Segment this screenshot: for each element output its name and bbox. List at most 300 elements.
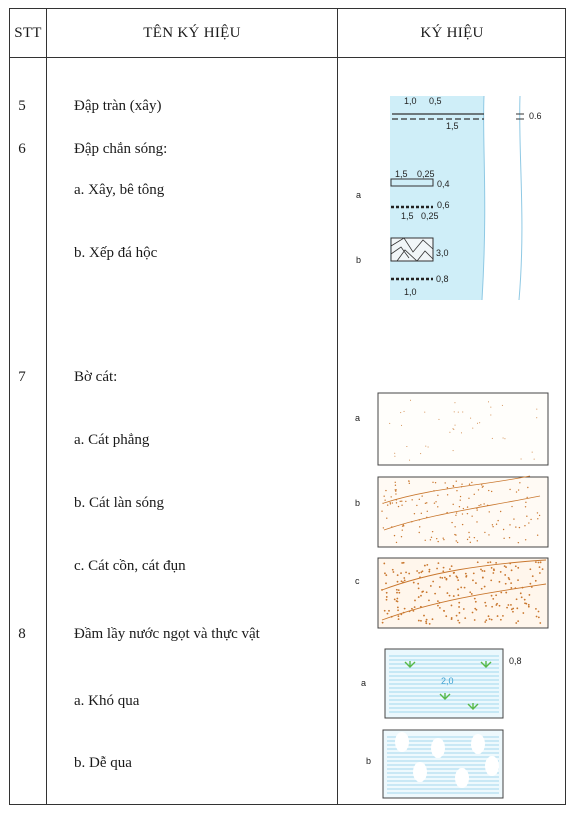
sand-dot xyxy=(442,570,444,572)
sand-dot xyxy=(484,602,486,604)
sand-dot xyxy=(392,502,393,503)
sand-dot xyxy=(491,491,492,492)
sand-dot xyxy=(542,568,544,570)
sand-dot xyxy=(426,517,427,518)
sand-dot xyxy=(517,579,519,581)
sand-dot xyxy=(485,619,487,621)
sand-dot xyxy=(443,567,445,569)
sand-dot xyxy=(394,598,396,600)
sand-dot xyxy=(398,589,400,591)
sand-dot xyxy=(468,532,469,533)
sand-dot xyxy=(437,600,439,602)
sand-dot xyxy=(394,456,395,457)
sand-dot xyxy=(478,489,479,490)
sand-dot xyxy=(429,569,431,571)
sand-dot xyxy=(446,512,447,513)
sand-dot xyxy=(400,412,401,413)
sand-dot xyxy=(510,587,512,589)
sand-dot xyxy=(418,596,420,598)
sand-dot xyxy=(436,538,437,539)
sand-dot xyxy=(426,591,428,593)
variant-letter: a xyxy=(356,190,362,200)
sand-dot xyxy=(435,501,436,502)
sand-dot xyxy=(434,502,435,503)
sand-dot xyxy=(397,581,399,583)
sand-dot xyxy=(502,405,503,406)
sand-dot xyxy=(524,602,526,604)
sand-dot xyxy=(467,506,468,507)
sand-dot xyxy=(488,534,489,535)
sand-dot xyxy=(451,618,453,620)
sand-dot xyxy=(387,504,388,505)
sand-dot xyxy=(421,495,422,496)
sand-dot xyxy=(476,508,477,509)
sand-dot xyxy=(484,570,486,572)
sand-dot xyxy=(529,583,531,585)
sand-dot xyxy=(490,407,491,408)
sand-dot xyxy=(398,506,399,507)
symbol-name: Đập chắn sóng: xyxy=(74,141,168,157)
sand-dot xyxy=(527,487,528,488)
sand-dot xyxy=(509,563,511,565)
sand-dot xyxy=(477,561,479,563)
sand-dot xyxy=(474,494,475,495)
sand-dot xyxy=(455,515,456,516)
symbol-name: b. Cát làn sóng xyxy=(74,495,164,511)
sand-dot xyxy=(396,542,397,543)
sand-dot xyxy=(539,622,541,624)
sand-dot xyxy=(400,613,402,615)
sand-dot xyxy=(390,502,391,503)
sand-dot xyxy=(453,595,455,597)
sand-dot xyxy=(400,501,401,502)
sand-dot xyxy=(504,574,506,576)
sand-dot xyxy=(414,606,416,608)
sand-dot xyxy=(535,580,537,582)
sand-dot xyxy=(397,609,399,611)
sand-dot xyxy=(474,537,475,538)
sand-dot xyxy=(471,593,473,595)
sand-dot xyxy=(455,425,456,426)
sand-dot xyxy=(393,571,395,573)
sand-dot xyxy=(428,571,430,573)
sand-dot xyxy=(439,602,441,604)
sand-dot xyxy=(457,542,458,543)
marsh-clearing xyxy=(395,732,409,752)
sand-dot xyxy=(519,482,520,483)
sand-dot xyxy=(429,623,431,625)
sand-dot xyxy=(502,615,504,617)
row-number: 6 xyxy=(18,141,26,157)
sand-dot xyxy=(469,484,470,485)
sand-dot xyxy=(460,499,461,500)
sand-dot xyxy=(497,520,498,521)
sand-dot xyxy=(517,567,519,569)
sand-dot xyxy=(511,569,513,571)
sand-dot xyxy=(525,539,526,540)
sand-dot xyxy=(443,537,444,538)
sand-dot xyxy=(526,516,527,517)
sand-dot xyxy=(403,612,405,614)
sand-dot xyxy=(454,402,455,403)
sand-dot xyxy=(475,582,477,584)
sand-dot xyxy=(430,539,431,540)
sand-dot xyxy=(452,428,453,429)
sand-dot xyxy=(457,620,459,622)
sand-dot xyxy=(481,588,483,590)
sand-dot xyxy=(536,417,537,418)
sand-dot xyxy=(497,615,499,617)
sand-dot xyxy=(476,509,477,510)
sand-dot xyxy=(536,616,538,618)
sand-dot xyxy=(401,500,402,501)
sand-dot xyxy=(449,575,451,577)
sand-dot xyxy=(453,450,454,451)
sand-dot xyxy=(489,618,491,620)
sand-dot xyxy=(451,522,452,523)
sand-dot xyxy=(436,568,438,570)
sand-dot xyxy=(483,503,484,504)
sand-dot xyxy=(471,515,472,516)
sand-dot xyxy=(391,616,393,618)
sand-dot xyxy=(496,603,498,605)
sand-dot xyxy=(401,580,403,582)
sand-dot xyxy=(515,587,517,589)
sand-dot xyxy=(409,460,410,461)
sand-dot xyxy=(413,610,415,612)
variant-letter: b xyxy=(366,756,372,766)
sand-dot xyxy=(516,607,518,609)
sand-dot xyxy=(484,621,486,623)
sand-dot xyxy=(477,540,478,541)
sand-dot xyxy=(470,418,471,419)
sand-dot xyxy=(381,511,382,512)
symbol-name: b. Xếp đá hộc xyxy=(74,245,158,261)
sand-dot xyxy=(511,608,513,610)
sand-dot xyxy=(401,562,403,564)
dimension-label: 3,0 xyxy=(436,248,449,258)
sand-dot xyxy=(396,598,398,600)
sand-dot xyxy=(491,595,493,597)
sand-dot xyxy=(402,529,403,530)
sand-dot xyxy=(425,540,426,541)
sand-dot xyxy=(434,593,436,595)
sand-dot xyxy=(401,425,402,426)
sand-dot xyxy=(505,583,507,585)
sand-dot xyxy=(437,495,438,496)
sand-dot xyxy=(524,599,526,601)
sand-dot xyxy=(411,608,413,610)
sand-dot xyxy=(460,587,462,589)
sand-dot xyxy=(432,618,434,620)
marsh-grass-icon xyxy=(440,693,450,699)
sand-dot xyxy=(438,419,439,420)
sand-dot xyxy=(414,513,415,514)
sand-dot xyxy=(451,605,453,607)
sand-dot xyxy=(476,521,477,522)
sand-dot xyxy=(526,497,527,498)
symbol-name: a. Xây, bê tông xyxy=(74,182,165,198)
sand-dot xyxy=(504,438,505,439)
sand-dot xyxy=(451,565,453,567)
dimension-label: 1,0 xyxy=(404,287,417,297)
sand-dot xyxy=(386,596,388,598)
sand-dot xyxy=(421,513,422,514)
sand-dot xyxy=(505,566,507,568)
symbol-name: Đầm lầy nước ngọt và thực vật xyxy=(74,626,260,642)
sand-dot xyxy=(417,583,419,585)
sand-dot xyxy=(525,506,526,507)
sand-dot xyxy=(408,573,410,575)
sand-dot xyxy=(382,622,384,624)
variant-letter: a xyxy=(355,413,361,423)
sand-dot xyxy=(513,518,514,519)
sand-dot xyxy=(461,486,462,487)
sand-dot xyxy=(419,532,420,533)
sand-dot xyxy=(396,600,398,602)
sand-dot xyxy=(457,579,459,581)
sand-dot xyxy=(507,604,509,606)
sand-dot xyxy=(534,459,535,460)
sand-dot xyxy=(432,482,433,483)
sand-dot xyxy=(530,519,531,520)
sand-dot xyxy=(473,572,475,574)
symbol-name: a. Cát phẳng xyxy=(74,432,150,448)
sand-dot xyxy=(402,581,404,583)
marsh-clearing xyxy=(471,734,485,754)
sand-dot xyxy=(398,592,400,594)
sand-dot xyxy=(492,438,493,439)
sand-dot xyxy=(464,587,466,589)
sand-dot xyxy=(425,621,427,623)
sand-dot xyxy=(459,612,461,614)
dimension-label: 0,4 xyxy=(437,179,450,189)
sand-dot xyxy=(479,422,480,423)
sand-dot xyxy=(437,562,439,564)
marsh-clearing xyxy=(413,762,427,782)
sand-dot xyxy=(468,498,469,499)
sand-dot xyxy=(535,608,537,610)
sand-dot xyxy=(386,592,388,594)
sand-dot xyxy=(493,568,495,570)
sand-dot xyxy=(538,562,540,564)
sand-dot xyxy=(433,490,434,491)
sand-dot xyxy=(499,581,501,583)
sand-dot xyxy=(481,570,483,572)
marsh-grass-icon xyxy=(405,661,415,667)
sand-dot xyxy=(420,606,422,608)
sand-dot xyxy=(528,522,529,523)
sand-dot xyxy=(462,524,463,525)
sand-dot xyxy=(522,587,524,589)
sand-dot xyxy=(510,604,512,606)
sand-dot xyxy=(384,610,386,612)
dimension-label: 0,5 xyxy=(429,96,442,106)
sand-dot xyxy=(401,536,402,537)
sand-dot xyxy=(425,622,427,624)
sand-dot xyxy=(390,496,391,497)
sand-dot xyxy=(449,432,450,433)
sand-dot xyxy=(470,542,471,543)
sand-dot xyxy=(420,453,421,454)
sand-dot xyxy=(437,506,438,507)
sand-dot xyxy=(472,612,474,614)
sand-dot xyxy=(487,505,488,506)
sand-dot xyxy=(509,537,510,538)
row-number: 5 xyxy=(18,98,26,114)
sand-dot xyxy=(516,598,518,600)
sand-dot xyxy=(432,531,433,532)
sand-dot xyxy=(528,604,530,606)
dimension-label: 0,25 xyxy=(417,169,435,179)
sand-dot xyxy=(500,619,502,621)
sand-dot xyxy=(396,502,397,503)
sand-dot xyxy=(490,579,492,581)
sand-dot xyxy=(516,491,517,492)
sand-dot xyxy=(410,400,411,401)
sand-dot xyxy=(515,526,516,527)
sand-dot xyxy=(464,617,466,619)
sand-dot xyxy=(482,577,484,579)
sand-dot xyxy=(396,592,398,594)
sand-dot xyxy=(414,600,416,602)
sand-dot xyxy=(495,562,497,564)
sand-dot xyxy=(446,578,448,580)
sand-dot xyxy=(443,539,444,540)
sand-dot xyxy=(418,572,420,574)
sand-dot xyxy=(385,574,387,576)
sand-dot xyxy=(518,542,519,543)
sand-dot xyxy=(409,483,410,484)
symbol-name: c. Cát cồn, cát đụn xyxy=(74,558,186,574)
sand-dot xyxy=(446,592,448,594)
sand-dot xyxy=(437,605,439,607)
marsh-clearing xyxy=(455,768,469,788)
sand-dot xyxy=(405,571,407,573)
dimension-label: 2,0 xyxy=(441,676,454,686)
sand-dot xyxy=(388,610,390,612)
sand-dot xyxy=(472,428,473,429)
sand-dot xyxy=(428,447,429,448)
sand-dot xyxy=(396,499,397,500)
sand-dot xyxy=(506,607,508,609)
sand-dot xyxy=(424,565,426,567)
variant-letter: c xyxy=(355,576,360,586)
sand-dot xyxy=(491,606,493,608)
sand-dot xyxy=(439,586,441,588)
sand-dot xyxy=(456,615,458,617)
sand-dot xyxy=(484,532,485,533)
sand-dot xyxy=(383,563,385,565)
sand-dot xyxy=(437,541,438,542)
sand-dot xyxy=(539,572,541,574)
dimension-label: 0.6 xyxy=(529,111,542,121)
sand-dot xyxy=(467,513,468,514)
sand-dot xyxy=(459,622,461,624)
sand-dot xyxy=(515,565,517,567)
sand-dot xyxy=(418,620,420,622)
sand-dot xyxy=(456,540,457,541)
sand-dot xyxy=(538,611,540,613)
sand-dot xyxy=(491,619,493,621)
sand-dot xyxy=(389,423,390,424)
sand-dot xyxy=(426,564,428,566)
row-number: 8 xyxy=(18,626,26,642)
sand-dot xyxy=(444,577,446,579)
sand-dot xyxy=(531,586,533,588)
sand-dot xyxy=(528,606,530,608)
sand-dot xyxy=(420,620,422,622)
sand-dot xyxy=(518,489,519,490)
sand-dot xyxy=(536,409,537,410)
sand-dot xyxy=(447,494,448,495)
sand-dot xyxy=(482,486,483,487)
sand-dot xyxy=(495,594,497,596)
sand-dot xyxy=(406,446,407,447)
sand-dot xyxy=(447,487,448,488)
sand-dot xyxy=(381,589,383,591)
symbol-name: a. Khó qua xyxy=(74,693,140,709)
sand-dot xyxy=(420,595,422,597)
sand-dot xyxy=(453,572,455,574)
sand-dot xyxy=(469,536,470,537)
sand-dot xyxy=(454,526,455,527)
header-symbol: KÝ HIỆU xyxy=(420,24,484,41)
sand-dot xyxy=(454,534,455,535)
sand-dot xyxy=(397,574,399,576)
sand-dot xyxy=(500,571,502,573)
sand-dot xyxy=(421,591,423,593)
variant-letter: a xyxy=(361,678,367,688)
sand-dot xyxy=(488,615,490,617)
sand-dot xyxy=(538,616,540,618)
sand-dot xyxy=(466,575,468,577)
sand-dot xyxy=(490,414,491,415)
sand-dot xyxy=(505,592,507,594)
sand-dot xyxy=(403,577,405,579)
sand-dot xyxy=(411,499,412,500)
sand-dot xyxy=(500,592,502,594)
sand-dot xyxy=(487,562,489,564)
sand-dot xyxy=(496,524,497,525)
sand-dot xyxy=(458,602,460,604)
dimension-label: 0,8 xyxy=(509,656,522,666)
sand-dot xyxy=(453,486,454,487)
sand-dot xyxy=(419,499,420,500)
sand-dot xyxy=(532,575,534,577)
sand-dot xyxy=(520,592,522,594)
sand-dot xyxy=(404,411,405,412)
sand-dot xyxy=(474,598,476,600)
sand-dot xyxy=(425,503,426,504)
sand-dot xyxy=(484,586,486,588)
sand-dot xyxy=(463,508,464,509)
row-number: 7 xyxy=(18,369,26,385)
sand-dot xyxy=(472,579,474,581)
sand-dot xyxy=(408,480,409,481)
sand-dot xyxy=(455,575,457,577)
sand-dot xyxy=(474,608,476,610)
symbol-name: Bờ cát: xyxy=(74,369,118,385)
sand-dot xyxy=(475,601,477,603)
sand-dot xyxy=(404,580,406,582)
sand-dot xyxy=(416,570,418,572)
sand-dot xyxy=(396,589,398,591)
sand-dot xyxy=(515,622,517,624)
sand-dot xyxy=(460,496,461,497)
dimension-label: 0,6 xyxy=(437,200,450,210)
sand-dot xyxy=(428,600,430,602)
